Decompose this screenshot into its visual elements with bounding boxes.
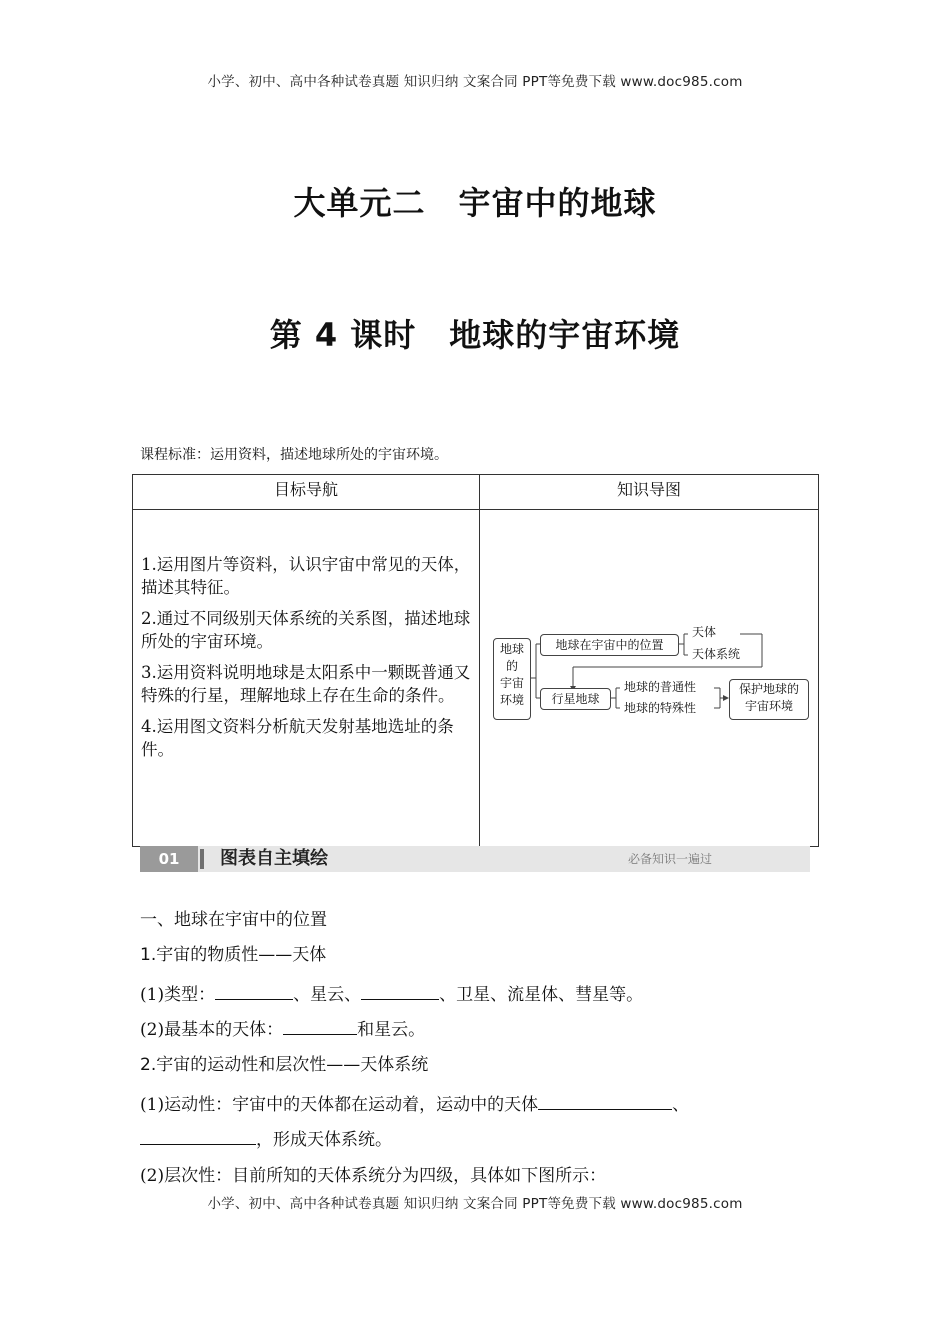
- question-motion: [140, 1092, 689, 1117]
- text-fragment: 、: [672, 1095, 690, 1115]
- text-fragment: 和星云。: [357, 1020, 426, 1040]
- mindmap-root-line: 地球: [499, 642, 524, 656]
- section-title: 图表自主填绘: [220, 848, 328, 869]
- text-fragment: 、卫星、流星体、彗星等。: [439, 985, 644, 1005]
- goal-item: 2.通过不同级别天体系统的关系图，描述地球所处的宇宙环境。: [141, 609, 471, 651]
- mindmap-root-line: 宇宙: [499, 676, 524, 690]
- goal-table: [132, 474, 819, 847]
- mindmap: [480, 510, 818, 846]
- goal-item: 1.运用图片等资料，认识宇宙中常见的天体，描述其特征。: [141, 555, 471, 597]
- answer-blank[interactable]: [215, 982, 293, 1000]
- question-motion-cont: [140, 1127, 392, 1152]
- mindmap-header: 知识导图: [480, 475, 819, 510]
- goal-header: 目标导航: [133, 475, 480, 510]
- mindmap-leaf-celestial-system: 天体系统: [692, 647, 741, 661]
- footer-watermark: 小学、初中、高中各种试卷真题 知识归纳 文案合同 PPT等免费下载 www.doc985.com: [207, 1196, 743, 1212]
- text-fragment: (1)运动性：宇宙中的天体都在运动着，运动中的天体: [140, 1095, 539, 1115]
- subheading-motion: 2.宇宙的运动性和层次性——天体系统: [140, 1055, 429, 1075]
- mindmap-result-line: 保护地球的: [738, 682, 799, 696]
- goal-item: 3.运用资料说明地球是太阳系中一颗既普通又特殊的行星，理解地球上存在生命的条件。: [141, 663, 471, 705]
- text-fragment: 、星云、: [293, 985, 362, 1005]
- question-hierarchy: (2)层次性：目前所知的天体系统分为四级，具体如下图所示：: [140, 1166, 607, 1186]
- text-fragment: (1)类型：: [140, 985, 216, 1005]
- answer-blank[interactable]: [538, 1092, 672, 1110]
- text-fragment: ，形成天体系统。: [256, 1130, 392, 1150]
- mindmap-cell: [480, 510, 819, 847]
- question-types: [140, 982, 643, 1007]
- goal-item: 4.运用图文资料分析航天发射基地选址的条件。: [141, 717, 454, 759]
- curriculum-standard: 课程标准：运用资料，描述地球所处的宇宙环境。: [140, 447, 448, 463]
- mindmap-leaf-special: 地球的特殊性: [624, 701, 697, 715]
- heading-position: 一、地球在宇宙中的位置: [140, 910, 327, 930]
- text-fragment: (2)最基本的天体：: [140, 1020, 284, 1040]
- mindmap-root: [493, 638, 531, 720]
- mindmap-leaf-celestial-body: 天体: [692, 625, 717, 639]
- mindmap-result: [729, 679, 809, 720]
- mindmap-branch-planet: 行星地球: [540, 688, 611, 710]
- goal-list: [133, 510, 479, 761]
- subheading-matter: 1.宇宙的物质性——天体: [140, 945, 327, 965]
- mindmap-root-line: 环境: [499, 693, 524, 707]
- header-watermark: 小学、初中、高中各种试卷真题 知识归纳 文案合同 PPT等免费下载 www.doc985.com: [207, 74, 743, 90]
- answer-blank[interactable]: [140, 1127, 256, 1145]
- mindmap-leaf-ordinary: 地球的普通性: [624, 680, 697, 694]
- unit-title: 大单元二 宇宙中的地球: [293, 184, 657, 222]
- answer-blank[interactable]: [283, 1017, 357, 1035]
- answer-blank[interactable]: [361, 982, 439, 1000]
- mindmap-branch-position: 地球在宇宙中的位置: [540, 634, 679, 656]
- question-basic-body: [140, 1017, 425, 1042]
- section-divider: [200, 849, 204, 869]
- lesson-title: 第 4 课时 地球的宇宙环境: [269, 316, 681, 354]
- mindmap-connectors: [480, 510, 820, 846]
- goal-cell: [133, 510, 480, 847]
- mindmap-result-line: 宇宙环境: [744, 699, 793, 713]
- section-banner: [140, 846, 810, 872]
- mindmap-root-line: 的: [505, 659, 518, 673]
- section-number: 01: [140, 846, 198, 872]
- section-tag: 必备知识一遍过: [627, 852, 712, 866]
